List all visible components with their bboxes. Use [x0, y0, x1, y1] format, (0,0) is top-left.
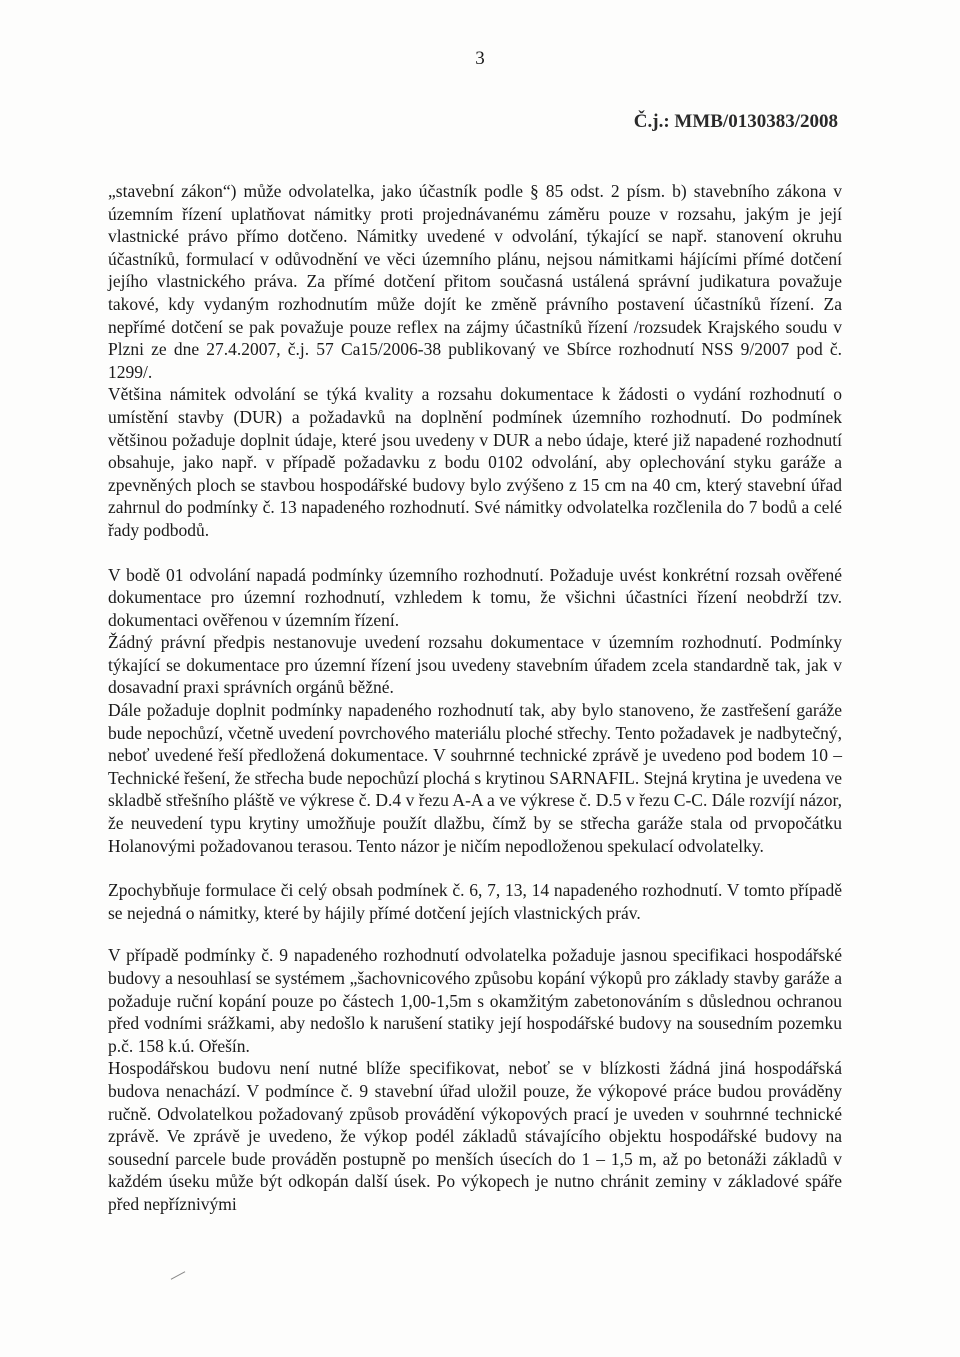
paragraph-6: Zpochybňuje formulace či celý obsah podmínek č. 6, 7, 13, 14 napadeného rozhodnutí. V tomto případě se nejedná o námitky, které by hájily přímé dotčení jejích vlastnických práv.	[108, 880, 842, 923]
paragraph-4: Žádný právní předpis nestanovuje uvedení rozsahu dokumentace v územním rozhodnutí. Podmínky týkající se dokumentace pro územní řízení jsou uvedeny stavebním úřadem zcela standardně tak, jak v dosavadní praxi správních orgánů běžné.	[108, 632, 842, 698]
pen-mark	[171, 1271, 186, 1279]
paragraph-7: V případě podmínky č. 9 napadeného rozhodnutí odvolatelka požaduje jasnou specifikaci hospodářské budovy a nesouhlasí se systémem „šachovnicového způsobu kopání výkopů pro základy stavby garáže a požaduje ruční kopání pouze po částech 1,00-1,5m s okamžitým zabetonováním s důslednou ochranou před vodními srážkami, aby nedošlo k narušení statiky její hospodářské budovy na sousedním pozemku p.č. 158 k.ú. Ořešín.	[108, 945, 842, 1056]
paragraph-8: Hospodářskou budovu není nutné blíže specifikovat, neboť se v blízkosti žádná jiná hospodářská budova nenachází. V podmínce č. 9 stavební úřad uložil pouze, že výkopové práce budou prováděny ručně. Odvolatelkou požadovaný způsob provádění výkopových prací je uveden v souhrnné technické zprávě. Ve zprávě je uvedeno, že výkop podél základů stávajícího objektu hospodářské budovy na sousední parcele bude prováděn postupně po menších úsecích do 1 – 1,5 m, až po betonáži základů v každém úseku může být odkopán další úsek. Po výkopech je nutno chránit zeminy v základové spáře před nepříznivými	[108, 1058, 842, 1214]
document-body	[108, 180, 842, 1216]
paragraph-2: Většina námitek odvolání se týká kvality a rozsahu dokumentace k žádosti o vydání rozhodnutí o umístění stavby (DUR) a požadavků na doplnění podmínek územního rozhodnutí. Do podmínek většinou požaduje doplnit údaje, které jsou uvedeny v DUR a nebo údaje, které již napadené rozhodnutí obsahuje, jako např. v případě požadavku z bodu 0102 odvolání, aby oplechování styku garáže a zpevněných ploch se stavbou hospodářské budovy bylo zvýšeno z 15 cm na 40 cm, který stavební úřad zahrnul do podmínky č. 13 napadeného rozhodnutí. Své námitky odvolatelka rozčlenila do 7 bodů a celé řady podbodů.	[108, 384, 842, 540]
page-number: 3	[475, 48, 485, 69]
paragraph-1: „stavební zákon“) může odvolatelka, jako účastník podle § 85 odst. 2 písm. b) stavebního zákona v územním řízení uplatňovat námitky proti projednávanému záměru pouze v rozsahu, jakým je její vlastnické právo přímo dotčeno. Námitky uvedené v odvolání, týkající se např. stanovení okruhu účastníků, formulací v odůvodnění ve věci územního plánu, nejsou námitkami hájícími přímé dotčení jejího vlastnického práva. Za přímé dotčení přitom současná ustálená správní judikatura považuje takové, kdy vydaným rozhodnutím může dojít ke změně právního postavení účastníků řízení. Za nepřímé dotčení se pak považuje pouze reflex na zájmy účastníků řízení /rozsudek Krajského soudu v Plzni ze dne 27.4.2007, č.j. 57 Ca15/2006-38 publikovaný ve Sbírce rozhodnutí NSS 9/2007 pod č. 1299/.	[108, 181, 842, 382]
reference-number: Č.j.: MMB/0130383/2008	[633, 111, 838, 132]
paragraph-5: Dále požaduje doplnit podmínky napadeného rozhodnutí tak, aby bylo stanoveno, že zastřešení garáže bude nepochůzí, včetně uvedení povrchového materiálu ploché střechy. Tento požadavek je nadbytečný, neboť uvedené řeší předložená dokumentace. V souhrnné technické zprávě je uvedeno pod bodem 10 – Technické řešení, že střecha bude nepochůzí plochá s krytinou SARNAFIL. Stejná krytina je uvedena ve skladbě střešního pláště ve výkrese č. D.4 v řezu A-A a ve výkrese č. D.5 v řezu C-C. Dále rozvíjí názor, že neuvedení typu krytiny umožňuje použít dlažbu, čímž by se střecha garáže stala od prvopočátku Holanovými požadovanou terasou. Tento názor je ničím nepodloženou spekulací odvolatelky.	[108, 700, 842, 856]
paragraph-3: V bodě 01 odvolání napadá podmínky územního rozhodnutí. Požaduje uvést konkrétní rozsah ověřené dokumentace pro územní rozhodnutí, vzhledem k tomu, že všichni účastníci řízení neobdrží tzv. dokumentaci ověřenou v územním řízení.	[108, 564, 842, 630]
